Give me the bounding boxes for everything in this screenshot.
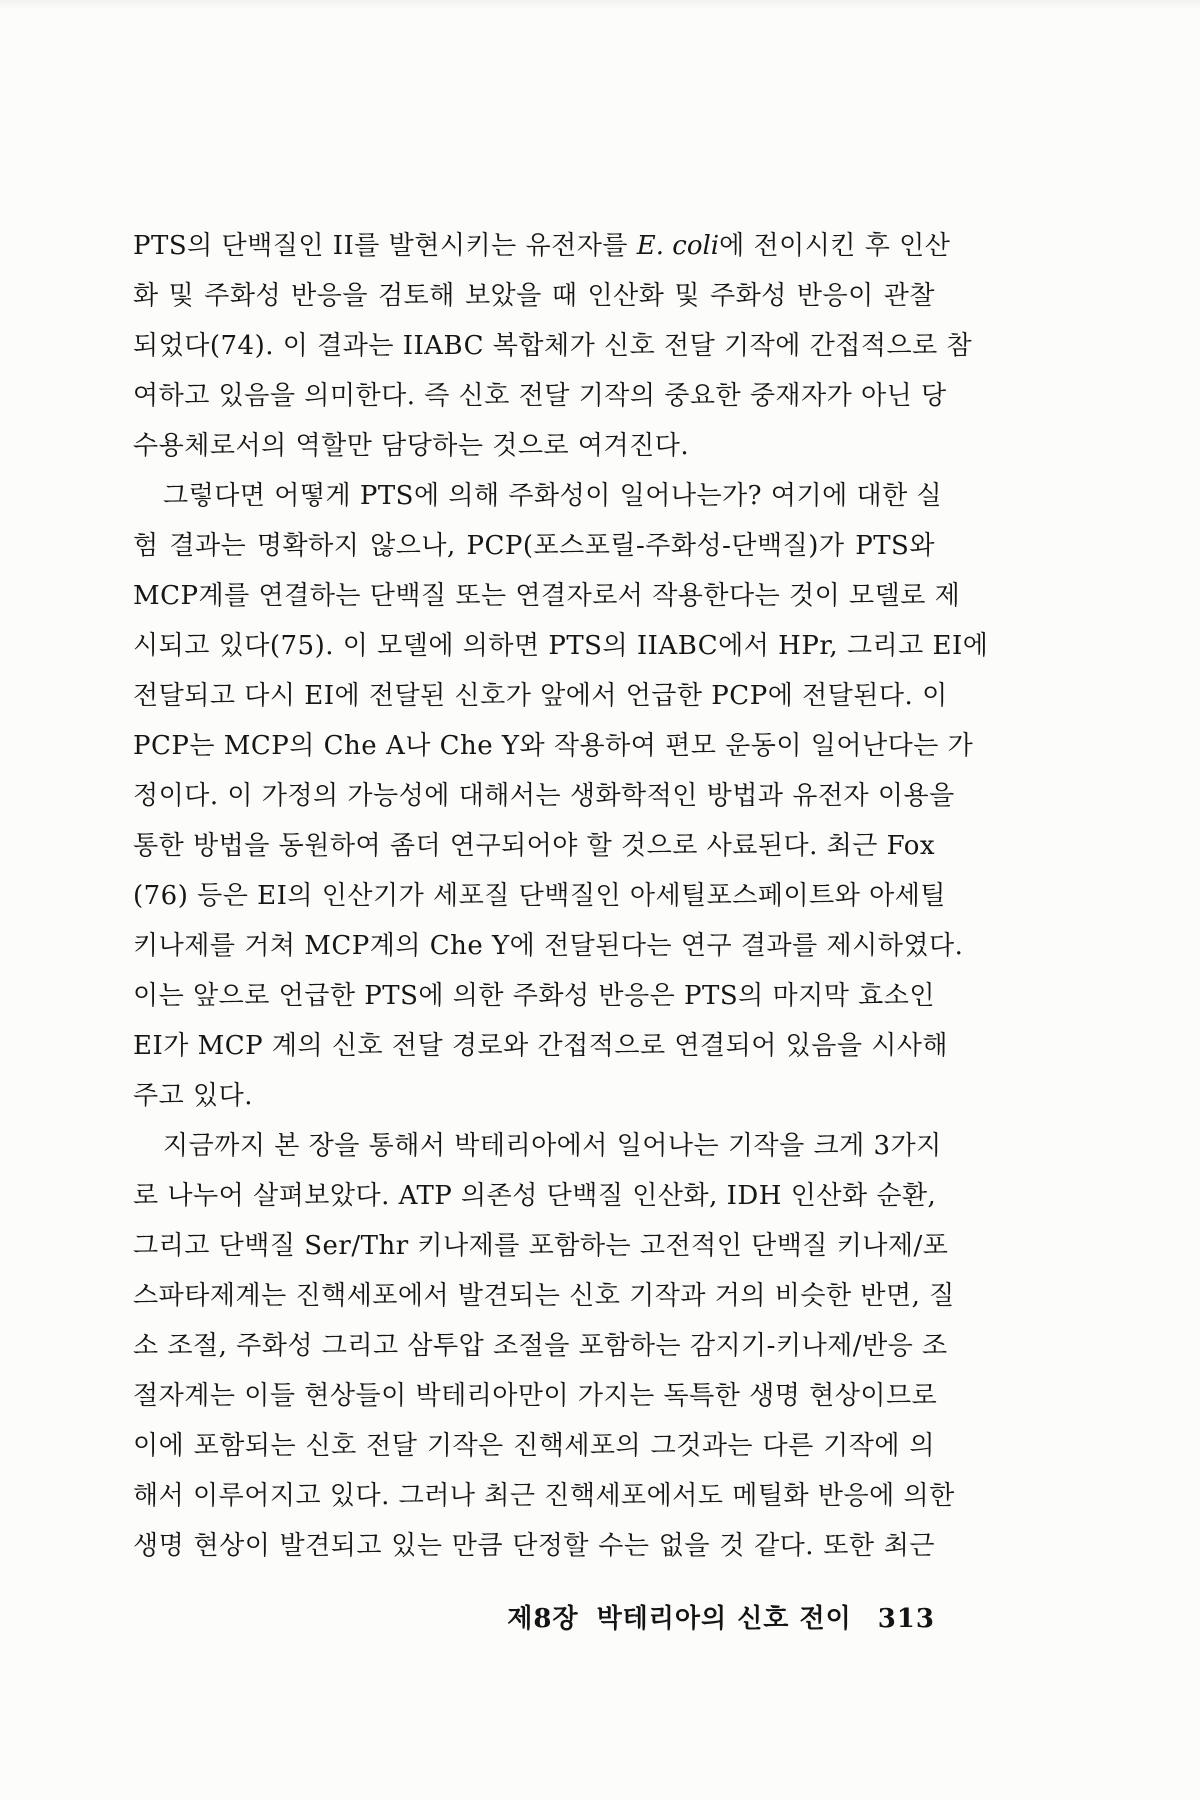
text-line: 전달되고 다시 EI에 전달된 신호가 앞에서 언급한 PCP에 전달된다. 이: [133, 681, 948, 711]
text-line: 통한 방법을 동원하여 좀더 연구되어야 할 것으로 사료된다. 최근 Fox: [133, 831, 936, 861]
text-line: 주고 있다.: [133, 1081, 253, 1111]
text-line: 수용체로서의 역할만 담당하는 것으로 여겨진다.: [133, 431, 690, 461]
text-line: 키나제를 거쳐 MCP계의 Che Y에 전달된다는 연구 결과를 제시하였다.: [133, 931, 964, 961]
text-line: 그렇다면 어떻게 PTS에 의해 주화성이 일어나는가? 여기에 대한 실: [163, 481, 943, 511]
text-line: 지금까지 본 장을 통해서 박테리아에서 일어나는 기작을 크게 3가지: [163, 1131, 942, 1161]
text-line: PCP는 MCP의 Che A나 Che Y와 작용하여 편모 운동이 일어난다는 가: [133, 731, 974, 761]
text-line: (76) 등은 EI의 인산기가 세포질 단백질인 아세틸포스페이트와 아세틸: [133, 881, 946, 911]
text-line: 되었다(74). 이 결과는 IIABC 복합체가 신호 전달 기작에 간접적으로 참: [133, 331, 973, 361]
running-footer: [133, 1598, 935, 1635]
text-line: 그리고 단백질 Ser/Thr 키나제를 포함하는 고전적인 단백질 키나제/포: [133, 1231, 949, 1261]
text-line: 이에 포함되는 신호 전달 기작은 진핵세포의 그것과는 다른 기작에 의: [133, 1431, 935, 1461]
text-line: 이는 앞으로 언급한 PTS에 의한 주화성 반응은 PTS의 마지막 효소인: [133, 981, 935, 1011]
text-line: EI가 MCP 계의 신호 전달 경로와 간접적으로 연결되어 있음을 시사해: [133, 1031, 949, 1061]
text-line: 생명 현상이 발견되고 있는 만큼 단정할 수는 없을 것 같다. 또한 최근: [133, 1531, 935, 1561]
text-line: 정이다. 이 가정의 가능성에 대해서는 생화학적인 방법과 유전자 이용을: [133, 781, 955, 811]
footer-chapter-label: 제8장: [507, 1604, 579, 1634]
text-line: MCP계를 연결하는 단백질 또는 연결자로서 작용한다는 것이 모델로 제: [133, 581, 961, 611]
text-line: 스파타제계는 진핵세포에서 발견되는 신호 기작과 거의 비슷한 반면, 질: [133, 1281, 955, 1311]
text-line: 해서 이루어지고 있다. 그러나 최근 진핵세포에서도 메틸화 반응에 의한: [133, 1481, 955, 1511]
body-text: [133, 221, 989, 1571]
text-line: 소 조절, 주화성 그리고 삼투압 조절을 포함하는 감지기-키나제/반응 조: [133, 1331, 948, 1361]
text-line: 여하고 있음을 의미한다. 즉 신호 전달 기작의 중요한 중재자가 아닌 당: [133, 381, 947, 411]
text-line: 절자계는 이들 현상들이 박테리아만이 가지는 독특한 생명 현상이므로: [133, 1381, 938, 1411]
text-line: 화 및 주화성 반응을 검토해 보았을 때 인산화 및 주화성 반응이 관찰: [133, 281, 935, 311]
text-line: PTS의 단백질인 II를 발현시키는 유전자를 E. coli에 전이시킨 후 인산: [133, 231, 951, 261]
text-line: 험 결과는 명확하지 않으나, PCP(포스포릴-주화성-단백질)가 PTS와: [133, 531, 935, 561]
footer-chapter-title: 박테리아의 신호 전이: [596, 1604, 852, 1634]
footer-page-number: 313: [877, 1604, 935, 1634]
text-line: 시되고 있다(75). 이 모델에 의하면 PTS의 IIABC에서 HPr, 그리고 EI에: [133, 631, 989, 661]
text-line: 로 나누어 살펴보았다. ATP 의존성 단백질 인산화, IDH 인산화 순환,: [133, 1181, 937, 1211]
